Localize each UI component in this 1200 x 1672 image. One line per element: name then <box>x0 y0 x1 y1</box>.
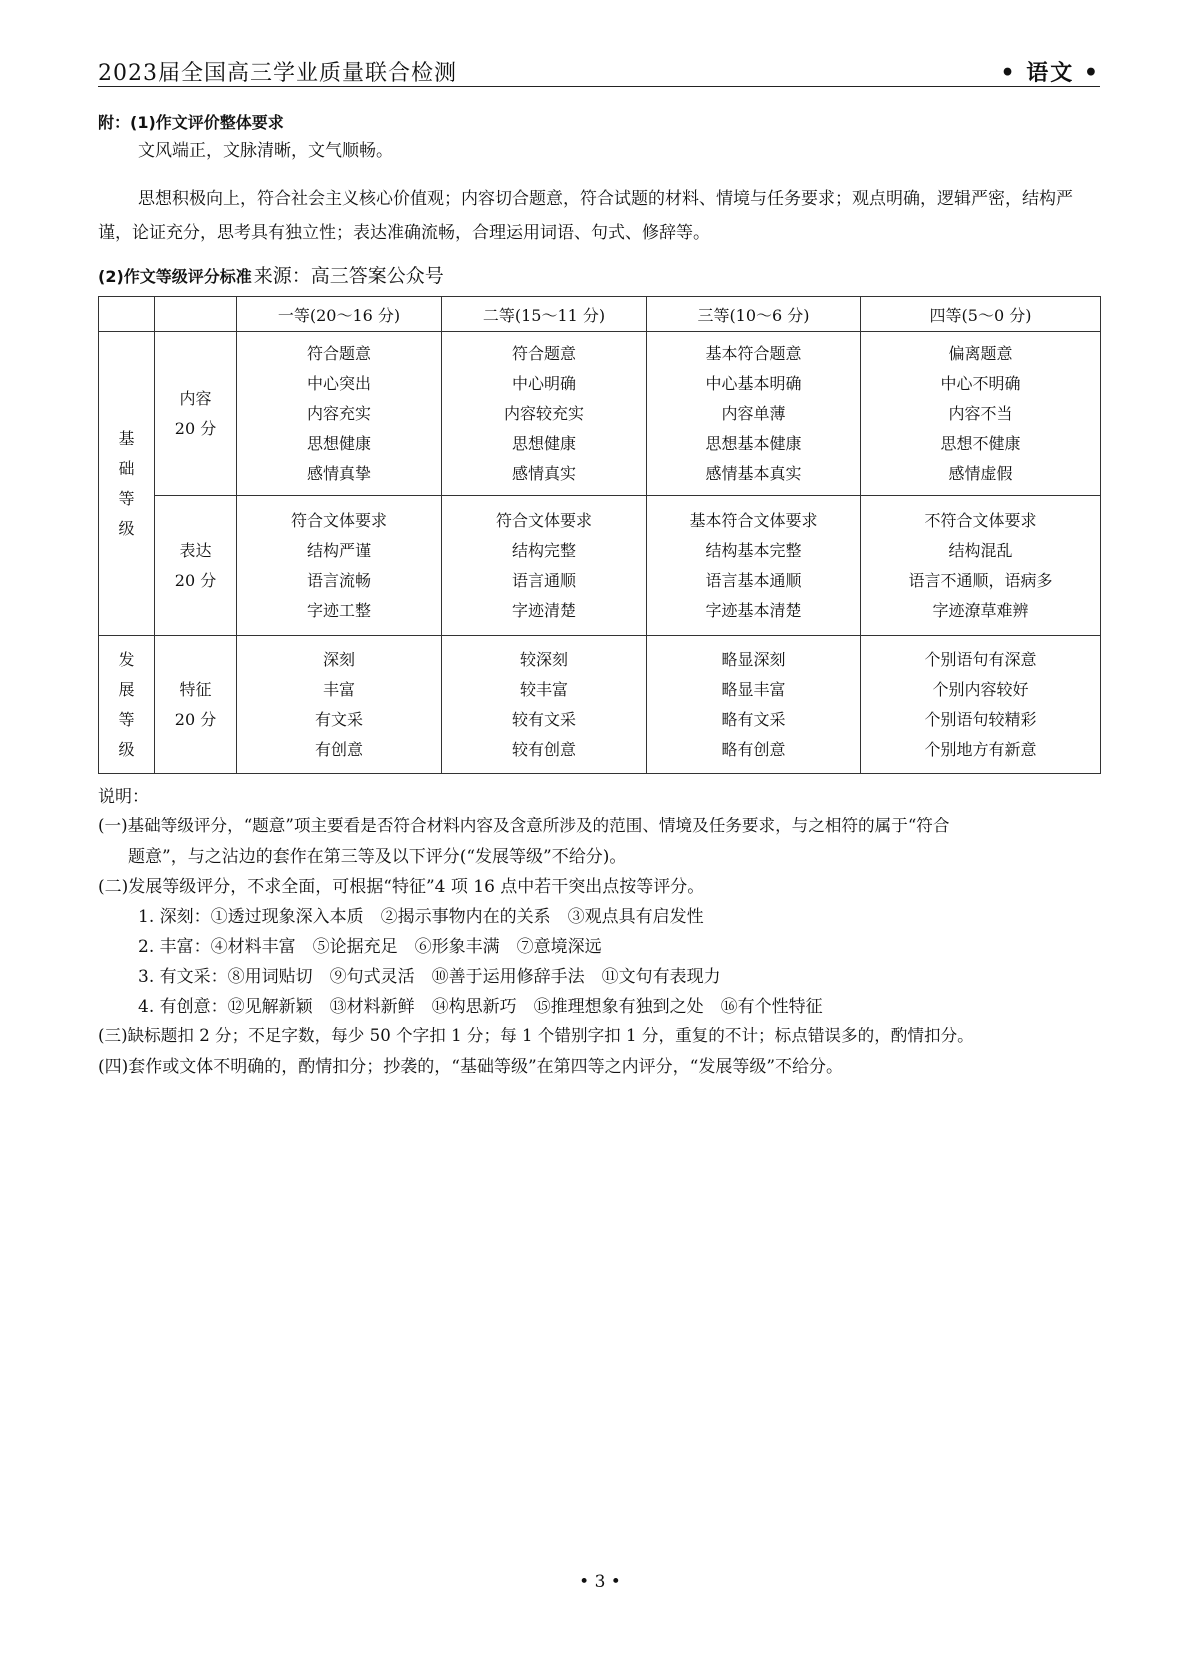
header-blank <box>99 297 155 332</box>
criterion-text: 语言通顺 <box>511 570 576 590</box>
criterion-text: 中心明确 <box>511 373 576 393</box>
criterion-text: 略显丰富 <box>721 679 786 699</box>
note-1b: 题意”，与之沾边的套作在第三等及以下评分(“发展等级”不给分)。 <box>128 847 627 867</box>
feature-label <box>155 636 237 774</box>
note-2: (二)发展等级评分，不求全面，可根据“特征”4 项 16 点中若干突出点按等评分。 <box>98 877 705 897</box>
criterion-text: 丰富 <box>322 679 355 699</box>
note-4: (四)套作或文体不明确的，酌情扣分；抄袭的，“基础等级”在第四等之内评分，“发展等级”不给分。 <box>98 1057 844 1077</box>
label-char: 表达 <box>179 540 212 560</box>
label-char: 等 <box>118 488 135 508</box>
criterion-text: 有文采 <box>314 709 363 729</box>
criterion-text: 结构混乱 <box>948 540 1013 560</box>
label-char: 基 <box>118 428 135 448</box>
note-1a: (一)基础等级评分，“题意”项主要看是否符合材料内容及含意所涉及的范围、情境及任务要求，与之相符的属于“符合 <box>98 816 950 835</box>
content-grade-2 <box>442 332 647 496</box>
criterion-text: 较深刻 <box>519 649 568 669</box>
criterion-text: 符合文体要求 <box>290 510 387 530</box>
criterion-text: 思想不健康 <box>940 433 1021 453</box>
note-item-1: 1. 深刻：①透过现象深入本质 ②揭示事物内在的关系 ③观点具有启发性 <box>138 907 704 927</box>
content-grade-3 <box>647 332 861 496</box>
criterion-text: 字迹清楚 <box>511 600 576 620</box>
table-row-expression <box>99 496 1101 636</box>
criterion-text: 感情真挚 <box>306 463 371 483</box>
criterion-text: 有创意 <box>314 739 363 759</box>
criterion-text: 内容单薄 <box>721 403 786 423</box>
section2-title: (2)作文等级评分标准 <box>98 267 252 286</box>
criterion-text: 深刻 <box>322 649 355 669</box>
criterion-text: 不符合文体要求 <box>924 510 1037 530</box>
feature-grade-3 <box>647 636 861 774</box>
criterion-text: 思想基本健康 <box>705 433 802 453</box>
criterion-text: 较有创意 <box>511 739 576 759</box>
table-header-row <box>99 297 1101 332</box>
criterion-text: 语言基本通顺 <box>705 570 802 590</box>
feature-grade-1 <box>237 636 442 774</box>
section1-line2: 思想积极向上，符合社会主义核心价值观；内容切合题意，符合试题的材料、情境与任务要求；观点明确，逻辑严密，结构严谨，论证充分，思考具有独立性；表达准确流畅，合理运用词语、句式、修辞等。 <box>98 189 1073 243</box>
criterion-text: 思想健康 <box>306 433 371 453</box>
header-grade-4: 四等(5～0 分) <box>861 297 1101 332</box>
exam-title: 2023届全国高三学业质量联合检测 <box>98 61 457 86</box>
section2-heading <box>98 261 444 288</box>
expression-grade-1 <box>237 496 442 636</box>
note-item-3: 3. 有文采：⑧用词贴切 ⑨句式灵活 ⑩善于运用修辞手法 ⑪文句有表现力 <box>138 967 721 987</box>
basic-level-label <box>99 332 155 636</box>
expression-label <box>155 496 237 636</box>
criterion-text: 内容不当 <box>948 403 1013 423</box>
label-char: 内容 <box>179 388 212 408</box>
label-char: 级 <box>118 518 135 538</box>
source-note: 来源：高三答案公众号 <box>253 265 444 287</box>
criterion-text: 个别内容较好 <box>932 679 1029 699</box>
development-level-label <box>99 636 155 774</box>
label-char: 20 分 <box>174 570 217 590</box>
notes-title: 说明： <box>98 787 149 807</box>
criterion-text: 基本符合文体要求 <box>689 510 818 530</box>
table-row-content <box>99 332 1101 496</box>
note-3: (三)缺标题扣 2 分；不足字数，每少 50 个字扣 1 分；每 1 个错别字扣 1 分，重复的不计；标点错误多的，酌情扣分。 <box>98 1026 974 1045</box>
criterion-text: 字迹基本清楚 <box>705 600 802 620</box>
criterion-text: 语言不通顺，语病多 <box>908 570 1053 590</box>
label-char: 等 <box>118 709 135 729</box>
criterion-text: 字迹工整 <box>306 600 371 620</box>
section1-line1: 文风端正，文脉清晰，文气顺畅。 <box>138 141 393 161</box>
criterion-text: 符合题意 <box>306 343 371 363</box>
label-char: 展 <box>118 679 135 699</box>
criterion-text: 个别语句较精彩 <box>924 709 1037 729</box>
criterion-text: 基本符合题意 <box>705 343 802 363</box>
criterion-text: 内容较充实 <box>503 403 584 423</box>
label-char: 发 <box>118 649 135 669</box>
criterion-text: 符合文体要求 <box>495 510 592 530</box>
criterion-text: 个别地方有新意 <box>924 739 1037 759</box>
criterion-text: 较有文采 <box>511 709 576 729</box>
section1-heading: 附：(1)作文评价整体要求 <box>98 113 284 132</box>
expression-grade-4 <box>861 496 1101 636</box>
criterion-text: 个别语句有深意 <box>924 649 1037 669</box>
criterion-text: 中心基本明确 <box>705 373 802 393</box>
criterion-text: 符合题意 <box>511 343 576 363</box>
feature-grade-2 <box>442 636 647 774</box>
note-item-2: 2. 丰富：④材料丰富 ⑤论据充足 ⑥形象丰满 ⑦意境深远 <box>138 937 602 957</box>
label-char: 特征 <box>179 679 212 699</box>
content-label <box>155 332 237 496</box>
header-grade-3: 三等(10～6 分) <box>647 297 861 332</box>
criterion-text: 思想健康 <box>511 433 576 453</box>
feature-grade-4 <box>861 636 1101 774</box>
label-char: 础 <box>118 458 135 478</box>
criterion-text: 感情真实 <box>511 463 576 483</box>
content-grade-4 <box>861 332 1101 496</box>
criterion-text: 较丰富 <box>519 679 568 699</box>
page-number: • 3 • <box>579 1572 621 1592</box>
header-blank <box>155 297 237 332</box>
page-header <box>98 54 1100 87</box>
criterion-text: 内容充实 <box>306 403 371 423</box>
subject-label: • 语文 • <box>1000 60 1100 86</box>
criterion-text: 略有文采 <box>721 709 786 729</box>
label-char: 20 分 <box>174 709 217 729</box>
criterion-text: 字迹潦草难辨 <box>932 600 1029 620</box>
header-grade-1: 一等(20～16 分) <box>237 297 442 332</box>
criterion-text: 中心不明确 <box>940 373 1021 393</box>
criterion-text: 中心突出 <box>306 373 371 393</box>
label-char: 级 <box>118 739 135 759</box>
criterion-text: 语言流畅 <box>306 570 371 590</box>
criterion-text: 结构完整 <box>511 540 576 560</box>
criterion-text: 略显深刻 <box>721 649 786 669</box>
criterion-text: 感情基本真实 <box>705 463 802 483</box>
note-item-4: 4. 有创意：⑫见解新颖 ⑬材料新鲜 ⑭构思新巧 ⑮推理想象有独到之处 ⑯有个性特征 <box>138 997 823 1017</box>
criterion-text: 略有创意 <box>721 739 786 759</box>
table-row-feature <box>99 636 1101 774</box>
criterion-text: 结构基本完整 <box>705 540 802 560</box>
criterion-text: 结构严谨 <box>306 540 371 560</box>
criterion-text: 感情虚假 <box>948 463 1013 483</box>
label-char: 20 分 <box>174 418 217 438</box>
criterion-text: 偏离题意 <box>948 343 1013 363</box>
header-grade-2: 二等(15～11 分) <box>442 297 647 332</box>
expression-grade-3 <box>647 496 861 636</box>
content-grade-1 <box>237 332 442 496</box>
grading-table <box>98 296 1101 774</box>
expression-grade-2 <box>442 496 647 636</box>
